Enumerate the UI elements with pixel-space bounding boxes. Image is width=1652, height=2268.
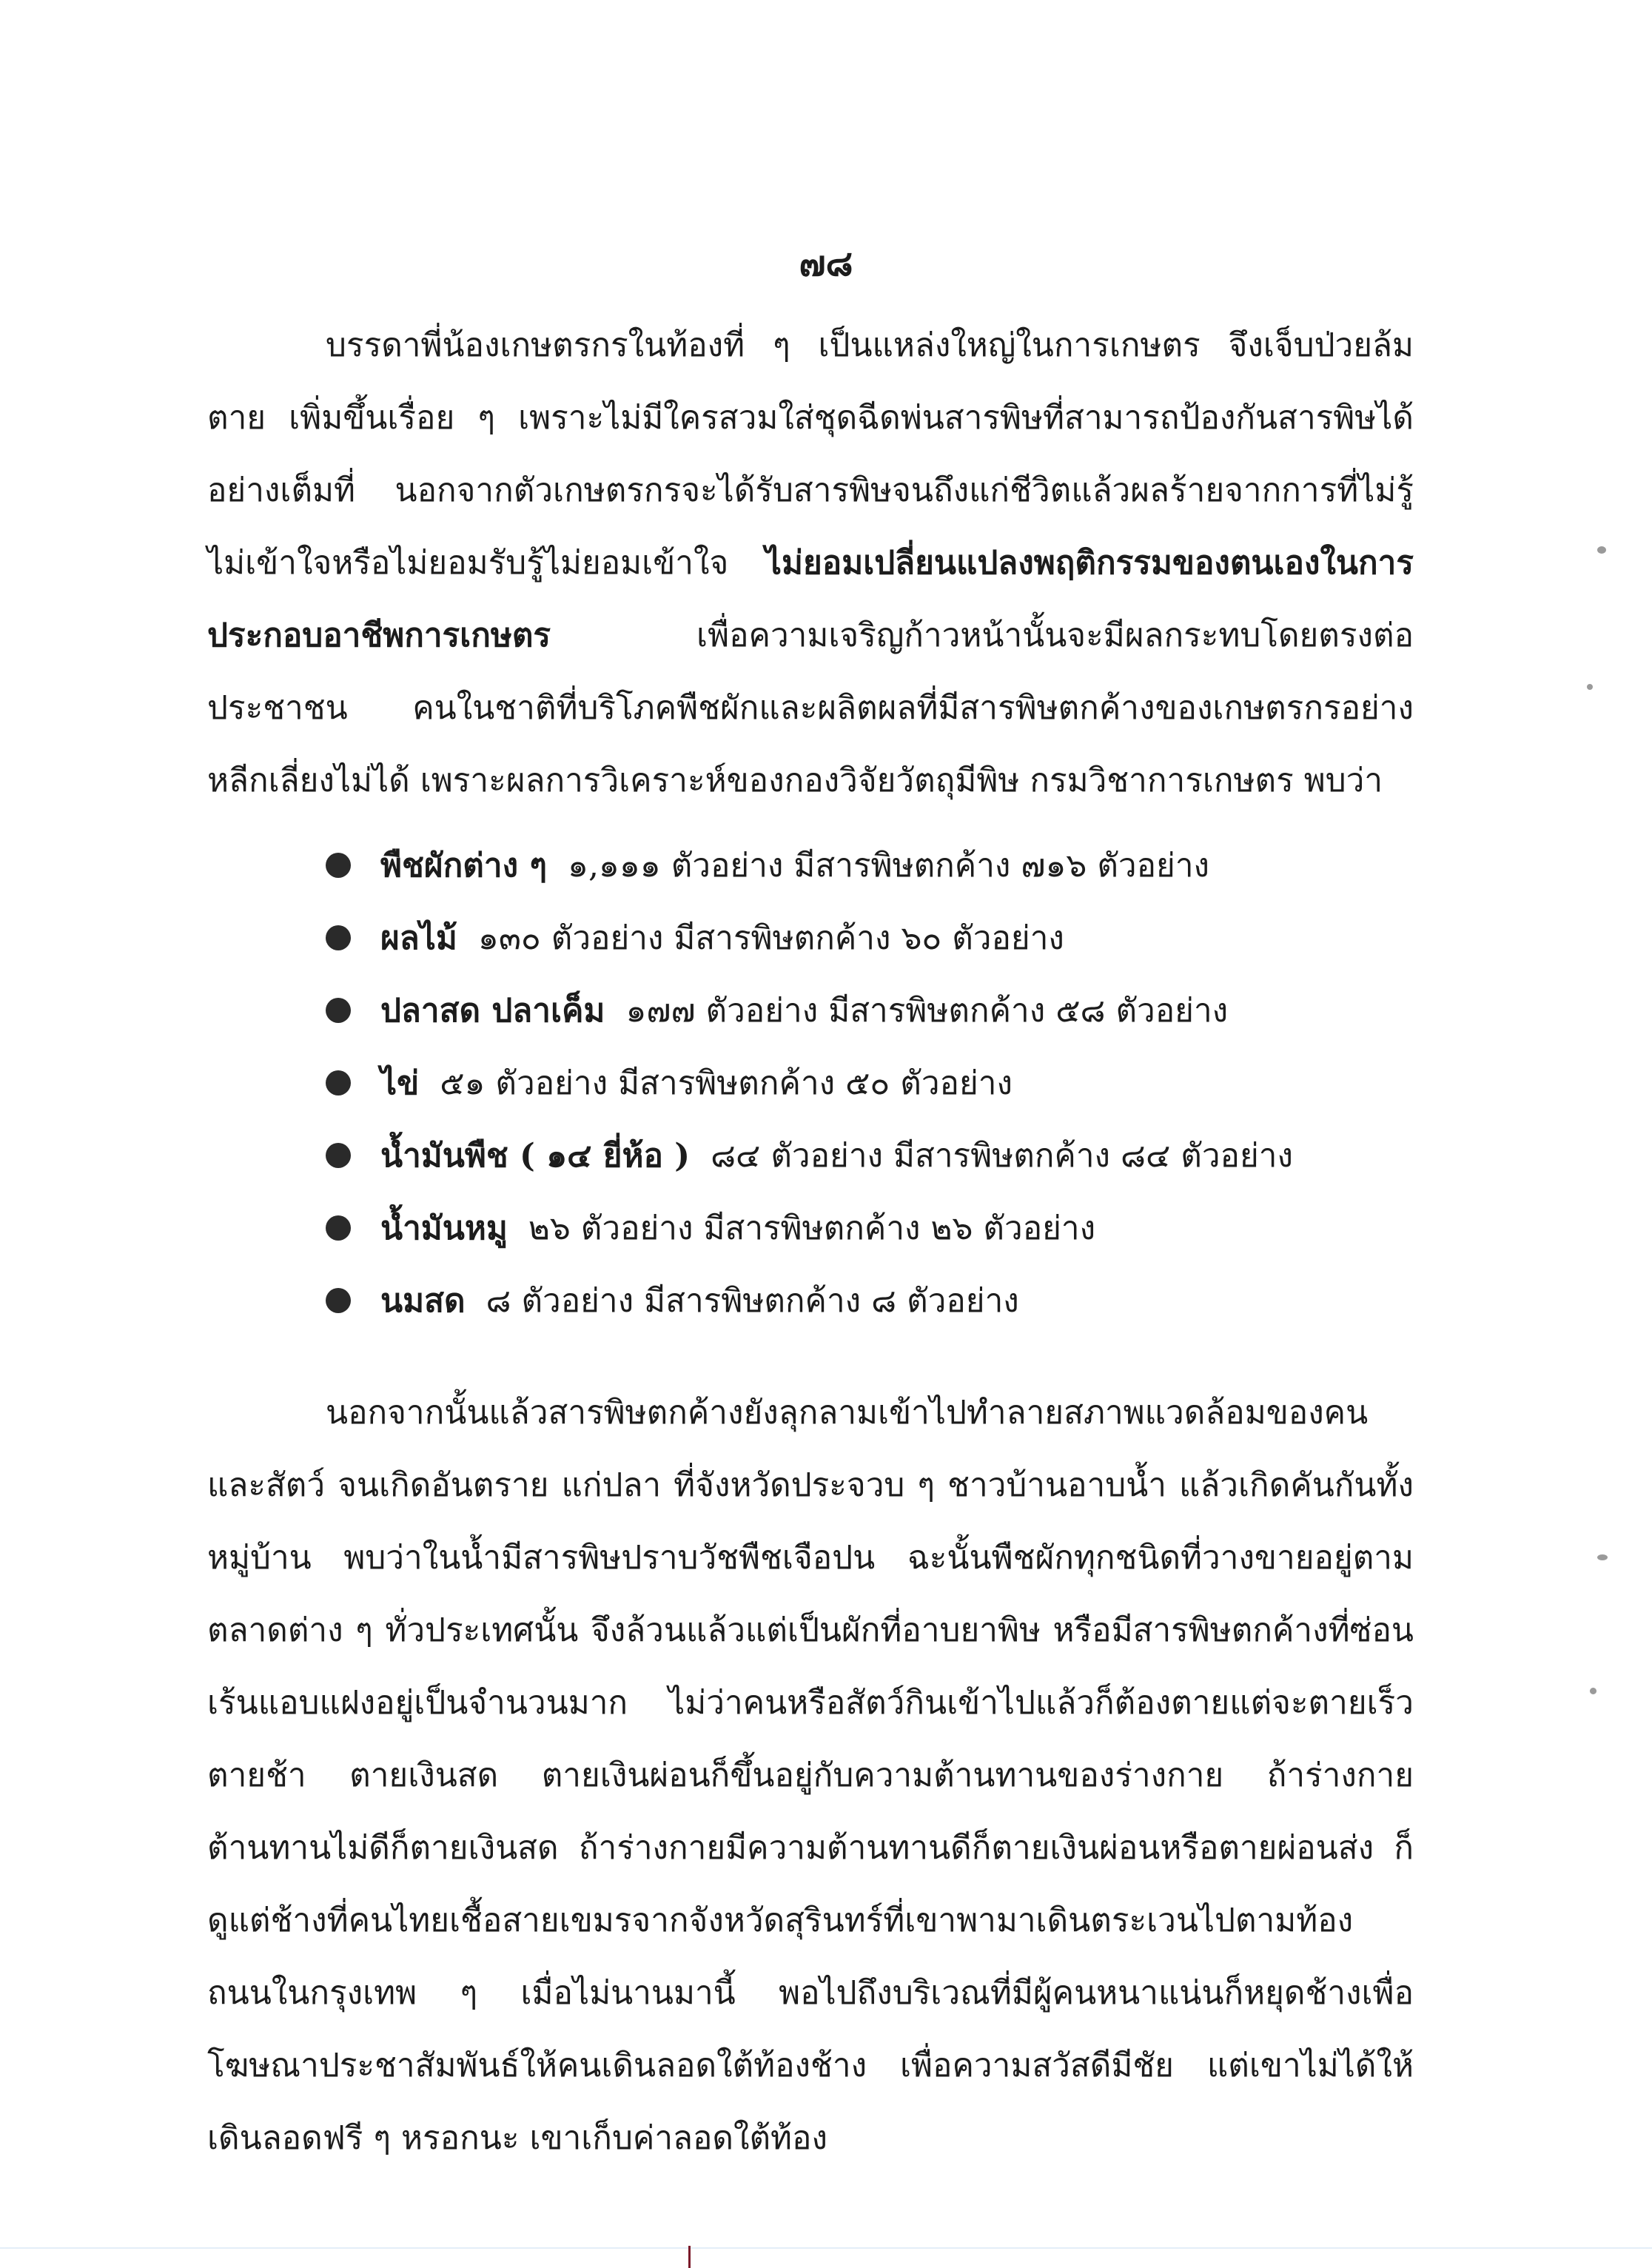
paragraph-1	[207, 309, 1414, 817]
bullet-icon	[326, 1215, 351, 1241]
bullet-icon	[326, 1143, 351, 1168]
list-item-text: ๘ ตัวอย่าง มีสารพิษตกค้าง ๘ ตัวอย่าง	[486, 1282, 1019, 1320]
bullet-icon	[326, 998, 351, 1023]
paragraph-1-bold-text: ไม่ยอมเปลี่ยนแปลงพฤติกรรมของตนเองในการประกอบอาชีพการเกษตร	[207, 544, 1414, 654]
scan-speck	[1597, 546, 1606, 554]
paragraph-2-text: นอกจากนั้นแล้วสารพิษตกค้างยังลุกลามเข้าไปทำลายสภาพแวดล้อมของคนและสัตว์ จนเกิดอันตราย แก่ปลา ที่จังหวัดประจวบ ๆ ชาวบ้านอาบน้ำ แล้วเกิดคันกันทั้งหมู่บ้าน พบว่าในน้ำมีสารพิษปราบวัชพืชเจือปน ฉะนั้นพืชผักทุกชนิดที่วางขายอยู่ตามตลาดต่าง ๆ ทั่วประเทศนั้น จึงล้วนแล้วแต่เป็นผักที่อาบยาพิษ หรือมีสารพิษตกค้างที่ซ่อนเร้นแอบแฝงอยู่เป็นจำนวนมาก ไม่ว่าคนหรือสัตว์กินเข้าไปแล้วก็ต้องตายแต่จะตายเร็วตายช้า ตายเงินสด ตายเงินผ่อนก็ขึ้นอยู่กับความต้านทานของร่างกาย ถ้าร่างกายต้านทานไม่ดีก็ตายเงินสด ถ้าร่างกายมีความต้านทานดีก็ตายเงินผ่อนหรือตายผ่อนส่ง ก็ดูแต่ช้างที่คนไทยเชื้อสายเขมรจากจังหวัดสุรินทร์ที่เขาพามาเดินตระเวนไปตามท้องถนนในกรุงเทพ ๆ เมื่อไม่นานมานี้ พอไปถึงบริเวณที่มีผู้คนหนาแน่นก็หยุดช้างเพื่อโฆษณาประชาสัมพันธ์ให้คนเดินลอดใต้ท้องช้าง เพื่อความสวัสดีมีชัย แต่เขาไม่ได้ให้เดินลอดฟรี ๆ หรอกนะ เขาเก็บค่าลอดใต้ท้อง	[207, 1394, 1414, 2157]
list-item-heading: ไข่	[380, 1064, 420, 1102]
list-item	[326, 1192, 1406, 1264]
bullet-icon	[326, 925, 351, 950]
list-item-text: ๒๖ ตัวอย่าง มีสารพิษตกค้าง ๒๖ ตัวอย่าง	[528, 1210, 1096, 1247]
list-item-text: ๑๗๗ ตัวอย่าง มีสารพิษตกค้าง ๕๘ ตัวอย่าง	[625, 992, 1229, 1030]
list-item	[326, 902, 1406, 974]
list-item-heading: ผลไม้	[380, 919, 457, 957]
list-item	[326, 1264, 1406, 1337]
scan-speck	[1597, 1554, 1608, 1560]
page-number: ๗๘	[799, 243, 853, 284]
scan-edge-line	[0, 2247, 1652, 2249]
list-item-heading: พืชผักต่าง ๆ	[380, 847, 548, 885]
list-item-heading: นมสด	[380, 1282, 466, 1320]
paragraph-1-text-a: บรรดาพี่น้องเกษตรกรในท้องที่ ๆ เป็นแหล่งใหญ่ในการเกษตร จึงเจ็บป่วยล้มตาย เพิ่มขึ้นเรื่อย ๆ เพราะไม่มีใครสวมใส่ชุดฉีดพ่นสารพิษที่สามารถป้องกันสารพิษได้อย่างเต็มที่ นอกจากตัวเกษตรกรจะได้รับสารพิษจนถึงแก่ชีวิตแล้วผลร้ายจากการที่ไม่รู้ไม่เข้าใจหรือไม่ยอมรับรู้ไม่ยอมเข้าใจ	[207, 326, 1414, 582]
bullet-icon	[326, 1288, 351, 1313]
list-item	[326, 829, 1406, 902]
scan-speck	[1587, 684, 1593, 690]
list-item-text: ๑,๑๑๑ ตัวอย่าง มีสารพิษตกค้าง ๗๑๖ ตัวอย่าง	[568, 847, 1210, 885]
list-item	[326, 974, 1406, 1047]
paragraph-2	[207, 1377, 1414, 2175]
bullet-icon	[326, 853, 351, 878]
list-item	[326, 1119, 1406, 1192]
list-item-text: ๑๓๐ ตัวอย่าง มีสารพิษตกค้าง ๖๐ ตัวอย่าง	[477, 919, 1064, 957]
scan-edge-mark	[688, 2246, 691, 2268]
list-item-heading: ปลาสด ปลาเค็ม	[380, 992, 605, 1030]
list-item-text: ๘๔ ตัวอย่าง มีสารพิษตกค้าง ๘๔ ตัวอย่าง	[711, 1137, 1293, 1175]
list-item-heading: น้ำมันพืช ( ๑๔ ยี่ห้อ )	[380, 1137, 691, 1175]
list-item-heading: น้ำมันหมู	[380, 1210, 508, 1247]
bullet-icon	[326, 1070, 351, 1096]
list-item	[326, 1047, 1406, 1119]
list-item-text: ๕๑ ตัวอย่าง มีสารพิษตกค้าง ๕๐ ตัวอย่าง	[440, 1064, 1013, 1102]
residue-list	[326, 829, 1406, 1337]
scan-speck	[1590, 1688, 1596, 1694]
paragraph-1-text-b: เพื่อความเจริญก้าวหน้านั้นจะมีผลกระทบโดยตรงต่อประชาชน คนในชาติที่บริโภคพืชผักและผลิตผลที่มีสารพิษตกค้างของเกษตรกรอย่างหลีกเลี่ยงไม่ได้ เพราะผลการวิเคราะห์ของกองวิจัยวัตถุมีพิษ กรมวิชาการเกษตร พบว่า	[207, 617, 1414, 799]
